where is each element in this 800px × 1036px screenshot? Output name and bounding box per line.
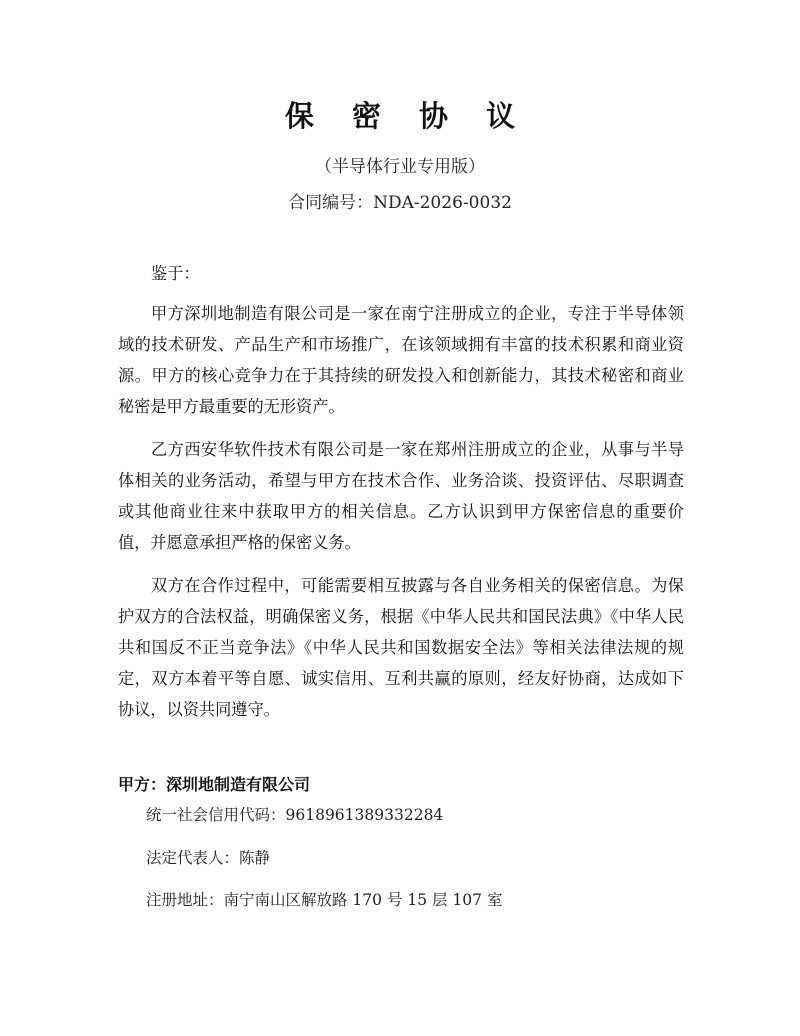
contract-number: 合同编号：NDA-2026-0032 (288, 193, 512, 213)
paragraph-party-b-intro: 乙方西安华软件技术有限公司是一家在郑州注册成立的企业，从事与半导体相关的业务活动，希望与甲方在技术合作、业务洽谈、投资评估、尽职调查或其他商业往来中获取甲方的相关信息。乙方认识到甲方保密信息的重要价值，并愿意承担严格的保密义务。 (118, 440, 684, 552)
party-a-address: 注册地址：南宁南山区解放路 170 号 15 层 107 室 (146, 891, 503, 909)
document-subtitle: （半导体行业专用版） (315, 157, 485, 177)
paragraph-party-a-intro: 甲方深圳地制造有限公司是一家在南宁注册成立的企业，专注于半导体领域的技术研发、产品生产和市场推广，在该领域拥有丰富的技术积累和商业资源。甲方的核心竞争力在于其持续的研发投入和创新能力，其技术秘密和商业秘密是甲方最重要的无形资产。 (118, 304, 684, 416)
paragraph-purpose: 双方在合作过程中，可能需要相互披露与各自业务相关的保密信息。为保护双方的合法权益，明确保密义务，根据《中华人民共和国民法典》《中华人民共和国反不正当竞争法》《中华人民共和国数据安全法》等相关法律法规的规定，双方本着平等自愿、诚实信用、互利共赢的原则，经友好协商，达成如下协议，以资共同遵守。 (118, 576, 684, 719)
party-a-heading: 甲方：深圳地制造有限公司 (118, 775, 311, 794)
party-a-credit-code: 统一社会信用代码：9618961389332284 (146, 806, 444, 824)
whereas-label: 鉴于： (151, 264, 200, 283)
party-a-representative: 法定代表人：陈静 (146, 849, 271, 867)
document-title: 保 密 协 议 (284, 99, 530, 133)
